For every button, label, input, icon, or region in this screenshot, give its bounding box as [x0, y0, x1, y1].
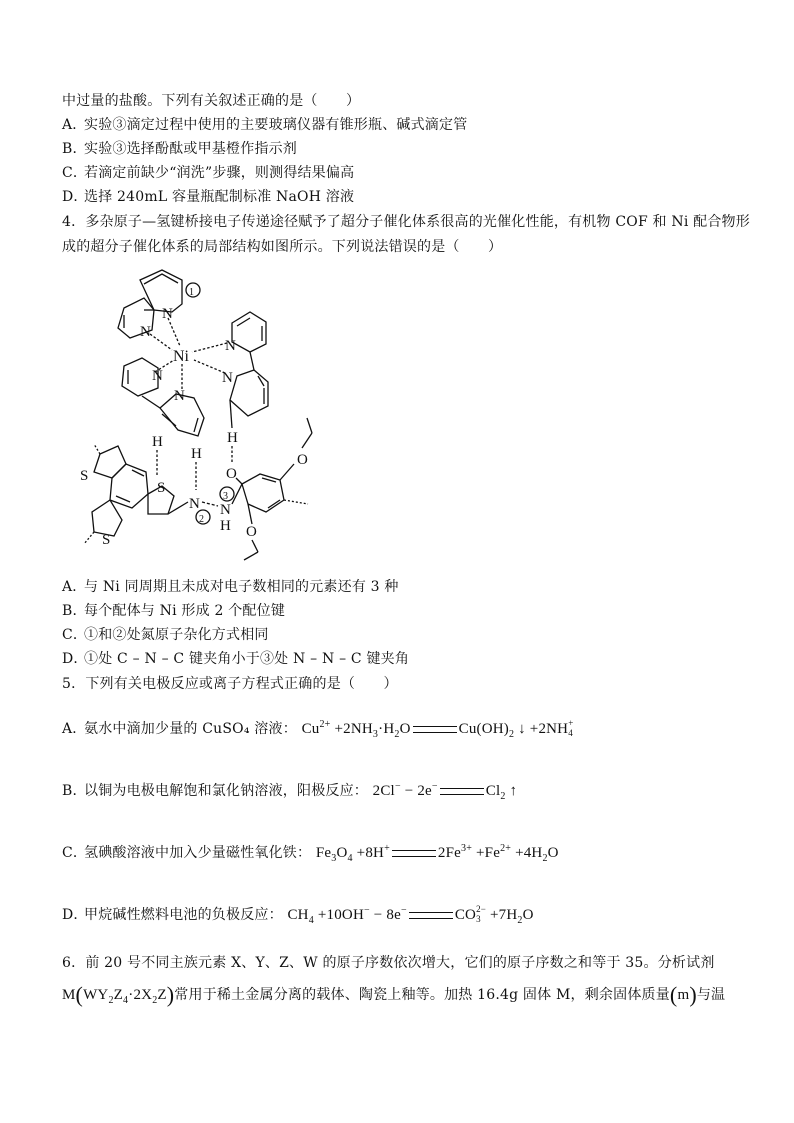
- option-label: A．: [62, 117, 87, 133]
- svg-text:N: N: [225, 338, 236, 354]
- option-text: 氢碘酸溶液中加入少量磁性氧化铁：: [84, 845, 312, 861]
- q5-option-d: [62, 906, 534, 924]
- equation-d: $CH_4 +10OH^- - 8e^-$ CO 2− 3 $+7H_2O$: [287, 904, 534, 926]
- option-text: 以铜为电极电解饱和氯化钠溶液，阳极反应：: [84, 783, 368, 799]
- svg-text:N: N: [189, 496, 200, 512]
- option-text: 实验③滴定过程中使用的主要玻璃仪器有锥形瓶、碱式滴定管: [84, 117, 468, 133]
- option-text: ①处 C – N – C 键夹角小于③处 N – N – C 键夹角: [84, 651, 410, 667]
- q3-option-c: [62, 164, 354, 182]
- q4-option-b: [62, 602, 285, 620]
- formula-m: $M(WY_2Z_4\cdot 2X_2Z)$: [62, 982, 175, 1007]
- option-text: 每个配体与 Ni 形成 2 个配位键: [84, 603, 286, 619]
- q3-stem-end: 中过量的盐酸。下列有关叙述正确的是（ ）: [62, 93, 361, 109]
- option-text: ①和②处氮原子杂化方式相同: [84, 627, 269, 643]
- equation-b: 2Cl− − 2e− $Cl_2$ ↑: [372, 781, 518, 802]
- q4-option-d: [62, 650, 409, 668]
- svg-text:N: N: [152, 368, 163, 384]
- option-label: D．: [62, 651, 88, 667]
- equals-sign: [413, 726, 457, 733]
- equation-c: $Fe_3O_4 +8H^+$ $2Fe^{3+} +Fe^{2+} +4H_2O$: [315, 843, 559, 864]
- q5-option-b: [62, 782, 517, 800]
- option-label: A．: [62, 579, 87, 595]
- svg-text:H: H: [227, 430, 238, 446]
- question-stem: 常用于稀土金属分离的载体、陶瓷上釉等。加热 16.4g 固体 M，剩余固体质量: [174, 987, 670, 1003]
- svg-text:N: N: [222, 370, 233, 386]
- option-text: 选择 240mL 容量瓶配制标准 NaOH 溶液: [84, 189, 355, 205]
- q5-option-c: [62, 844, 559, 862]
- svg-text:H: H: [220, 518, 231, 534]
- option-label: C．: [62, 845, 88, 861]
- svg-text:O: O: [226, 466, 237, 482]
- q5-stem: [62, 675, 398, 693]
- svg-text:2: 2: [199, 514, 204, 525]
- option-label: B．: [62, 603, 87, 619]
- q3-option-b: [62, 140, 297, 158]
- svg-text:S: S: [157, 480, 166, 496]
- svg-text:N: N: [140, 324, 151, 340]
- svg-text:H: H: [152, 434, 163, 450]
- svg-text:H: H: [191, 446, 202, 462]
- q6-stem-line1: [62, 954, 715, 972]
- option-label: B．: [62, 141, 87, 157]
- option-text: 甲烷碱性燃料电池的负极反应：: [84, 907, 283, 923]
- question-number: 6．: [62, 955, 86, 971]
- svg-text:N: N: [162, 306, 173, 322]
- question-stem: 前 20 号不同主族元素 X、Y、Z、W 的原子序数依次增大，它们的原子序数之和等于 35。分析试剂: [85, 955, 715, 971]
- svg-text:N: N: [174, 388, 185, 404]
- equals-sign: [409, 912, 453, 919]
- q6-stem-line2: $M(WY_2Z_4\cdot 2X_2Z)$常用于稀土金属分离的载体、陶瓷上釉等。加热 16.4g 固体 M，剩余固体质量(m)与温: [62, 982, 726, 1007]
- option-label: D．: [62, 189, 88, 205]
- svg-text:1: 1: [189, 287, 194, 298]
- q3-option-a: [62, 116, 467, 134]
- q4-stem-line2: 成的超分子催化体系的局部结构如图所示。下列说法错误的是（ ）: [62, 239, 503, 255]
- equals-sign: [392, 850, 436, 857]
- question-number: 5．: [62, 676, 86, 692]
- option-text: 与 Ni 同周期且未成对电子数相同的元素还有 3 种: [84, 579, 399, 595]
- option-label: C．: [62, 627, 88, 643]
- svg-text:Ni: Ni: [173, 348, 189, 365]
- option-text: 若滴定前缺少“润洗”步骤，则测得结果偏高: [84, 165, 355, 181]
- q4-stem-line1: [62, 213, 750, 231]
- svg-text:N: N: [220, 502, 231, 518]
- svg-text:3: 3: [223, 491, 228, 502]
- question-stem: 下列有关电极反应或离子方程式正确的是（ ）: [85, 676, 398, 692]
- q5-option-a: [62, 720, 578, 738]
- svg-text:S: S: [80, 468, 89, 484]
- q3-option-d: [62, 188, 354, 206]
- svg-text:O: O: [246, 524, 257, 540]
- q4-option-a: [62, 578, 399, 596]
- option-label: A．: [62, 721, 87, 737]
- option-label: B．: [62, 783, 87, 799]
- option-label: D．: [62, 907, 88, 923]
- question-number: 4．: [62, 214, 86, 230]
- option-text: 实验③选择酚酞或甲基橙作指示剂: [84, 141, 297, 157]
- q4-option-c: [62, 626, 269, 644]
- question-stem: 多杂原子—氢键桥接电子传递途径赋予了超分子催化体系很高的光催化性能，有机物 COF 和 Ni 配合物形: [85, 214, 750, 230]
- equation-a: $Cu^{2+} +2NH_3\cdot H_2O$ $Cu(OH)_2$ ↓ +2NH + 4: [301, 718, 574, 740]
- svg-text:O: O: [297, 452, 308, 468]
- option-text: 氨水中滴加少量的 CuSO₄ 溶液：: [84, 721, 297, 737]
- chemical-structure-figure: [62, 268, 347, 563]
- svg-text:S: S: [102, 532, 111, 548]
- option-label: C．: [62, 165, 88, 181]
- equals-sign: [440, 788, 484, 795]
